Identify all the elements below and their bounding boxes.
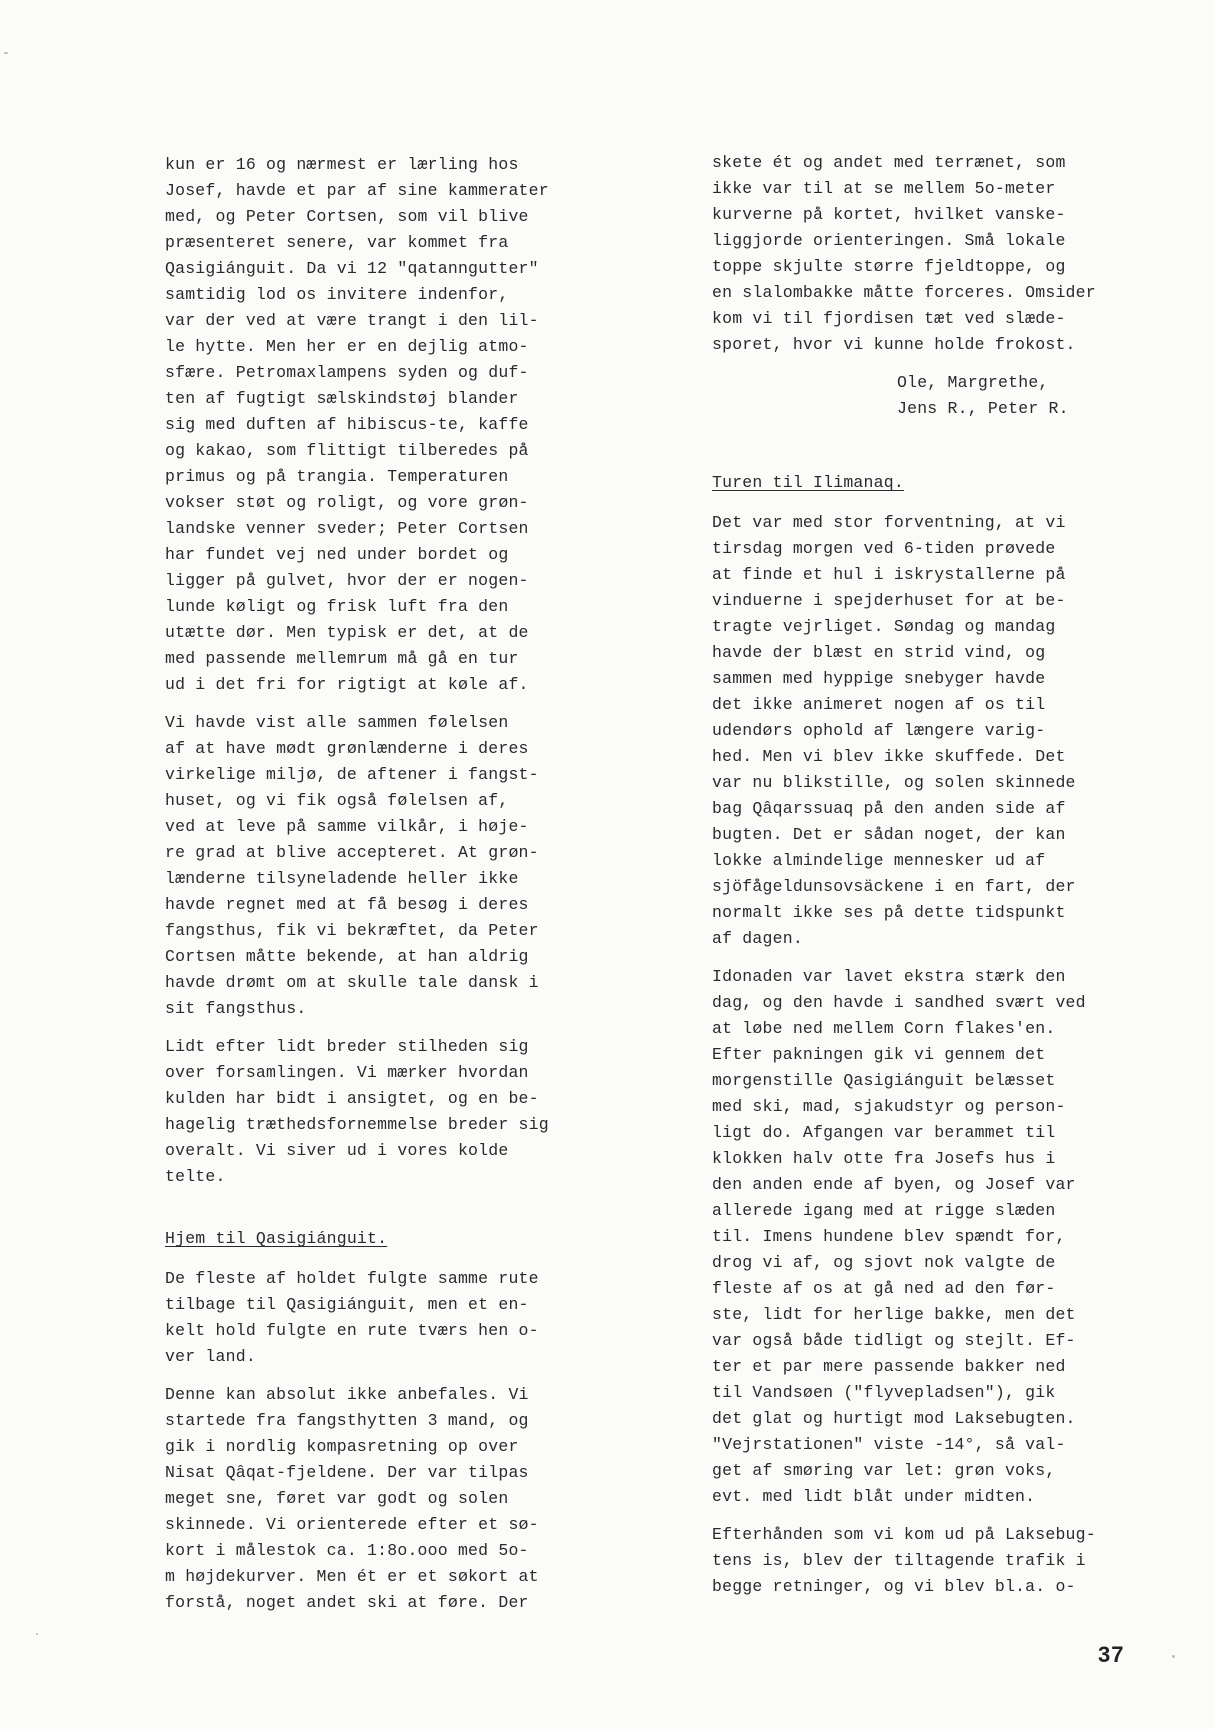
text-line: gik i nordlig kompasretning op over (165, 1437, 519, 1456)
text-line: sammen med hyppige snebyger havde (712, 669, 1046, 688)
text-line: get af smøring var let: grøn voks, (712, 1461, 1056, 1480)
text-line: med passende mellemrum må gå en tur (165, 649, 519, 668)
right-paragraph-1 (712, 150, 1142, 358)
text-line: utætte dør. Men typisk er det, at de (165, 623, 529, 642)
heading-turen-wrap (712, 470, 1142, 496)
text-line: dag, og den havde i sandhed svært ved (712, 993, 1086, 1012)
text-line: med ski, mad, sjakudstyr og person- (712, 1097, 1066, 1116)
text-line: vinduerne i spejderhuset for at be- (712, 591, 1066, 610)
text-line: sig med duften af hibiscus-te, kaffe (165, 415, 529, 434)
text-line: sit fangsthus. (165, 999, 307, 1018)
text-line: udendørs ophold af længere varig- (712, 721, 1046, 740)
text-line: huset, og vi fik også følelsen af, (165, 791, 509, 810)
text-line: Idonaden var lavet ekstra stærk den (712, 967, 1066, 986)
text-line: morgenstille Qasigiánguit belæsset (712, 1071, 1056, 1090)
left-paragraph-5 (165, 1382, 585, 1616)
text-line: Jens R., Peter R. (897, 399, 1069, 418)
right-paragraph-3 (712, 964, 1142, 1510)
text-line: over forsamlingen. Vi mærker hvordan (165, 1063, 529, 1082)
text-line: Efterhånden som vi kom ud på Laksebug- (712, 1525, 1096, 1544)
text-line: toppe skjulte større fjeldtoppe, og (712, 257, 1066, 276)
text-line: fleste af os at gå ned ad den før- (712, 1279, 1056, 1298)
text-line: tens is, blev der tiltagende trafik i (712, 1551, 1086, 1570)
right-paragraph-4 (712, 1522, 1142, 1600)
text-line: kun er 16 og nærmest er lærling hos (165, 155, 519, 174)
text-line: af dagen. (712, 929, 803, 948)
text-line: vokser støt og roligt, og vore grøn- (165, 493, 529, 512)
text-line: ste, lidt for herlige bakke, men det (712, 1305, 1076, 1324)
text-line: ligger på gulvet, hvor der er nogen- (165, 571, 529, 590)
text-line: normalt ikke ses på dette tidspunkt (712, 903, 1066, 922)
text-line: hed. Men vi blev ikke skuffede. Det (712, 747, 1066, 766)
text-line: kom vi til fjordisen tæt ved slæde- (712, 309, 1066, 328)
text-line: havde regnet med at få besøg i deres (165, 895, 529, 914)
text-line: ver land. (165, 1347, 256, 1366)
text-line: startede fra fangsthytten 3 mand, og (165, 1411, 529, 1430)
text-line: evt. med lidt blåt under midten. (712, 1487, 1036, 1506)
text-line: det ikke animeret nogen af os til (712, 695, 1046, 714)
text-line: virkelige miljø, de aftener i fangst- (165, 765, 539, 784)
text-line: var der ved at være trangt i den lil- (165, 311, 539, 330)
left-paragraph-1 (165, 152, 585, 698)
text-line: tilbage til Qasigiánguit, men et en- (165, 1295, 529, 1314)
text-line: drog vi af, og sjovt nok valgte de (712, 1253, 1056, 1272)
text-line: Nisat Qâqat-fjeldene. Der var tilpas (165, 1463, 529, 1482)
text-line: samtidig lod os invitere indenfor, (165, 285, 509, 304)
text-line: m højdekurver. Men ét er et søkort at (165, 1567, 539, 1586)
text-line: landske venner sveder; Peter Cortsen (165, 519, 529, 538)
scan-speck (4, 52, 8, 54)
text-line: sfære. Petromaxlampens syden og duf- (165, 363, 529, 382)
text-line: kulden har bidt i ansigtet, og en be- (165, 1089, 539, 1108)
text-line: sjöfågeldunsovsäckene i en fart, der (712, 877, 1076, 896)
text-line: bugten. Det er sådan noget, der kan (712, 825, 1066, 844)
text-line: tragte vejrliget. Søndag og mandag (712, 617, 1056, 636)
text-line: en slalombakke måtte forceres. Omsider (712, 283, 1096, 302)
text-line: klokken halv otte fra Josefs hus i (712, 1149, 1056, 1168)
text-line: at løbe ned mellem Corn flakes'en. (712, 1019, 1056, 1038)
text-line: begge retninger, og vi blev bl.a. o- (712, 1577, 1076, 1596)
text-line: Ole, Margrethe, (897, 373, 1049, 392)
left-paragraph-2 (165, 710, 585, 1022)
text-line: havde der blæst en strid vind, og (712, 643, 1046, 662)
text-line: Vi havde vist alle sammen følelsen (165, 713, 509, 732)
text-line: ved at leve på samme vilkår, i høje- (165, 817, 529, 836)
text-line: meget sne, føret var godt og solen (165, 1489, 509, 1508)
text-line: hagelig træthedsfornemmelse breder sig (165, 1115, 549, 1134)
text-line: "Vejrstationen" viste -14°, så val- (712, 1435, 1066, 1454)
text-line: den anden ende af byen, og Josef var (712, 1175, 1076, 1194)
text-line: lokke almindelige mennesker ud af (712, 851, 1046, 870)
text-line: lænderne tilsyneladende heller ikke (165, 869, 519, 888)
left-paragraph-3 (165, 1034, 585, 1190)
scan-speck (1172, 1655, 1175, 1658)
text-line: Josef, havde et par af sine kammerater (165, 181, 549, 200)
section-heading-turen: Turen til Ilimanaq. (712, 473, 904, 492)
text-line: primus og på trangia. Temperaturen (165, 467, 509, 486)
text-line: det glat og hurtigt mod Laksebugten. (712, 1409, 1076, 1428)
text-line: Efter pakningen gik vi gennem det (712, 1045, 1046, 1064)
text-line: med, og Peter Cortsen, som vil blive (165, 207, 529, 226)
text-line: Cortsen måtte bekende, at han aldrig (165, 947, 529, 966)
text-line: skete ét og andet med terrænet, som (712, 153, 1066, 172)
right-column (712, 150, 1142, 1612)
text-line: kort i målestok ca. 1:8o.ooo med 5o- (165, 1541, 529, 1560)
text-line: ud i det fri for rigtigt at køle af. (165, 675, 529, 694)
text-line: af at have mødt grønlænderne i deres (165, 739, 529, 758)
text-line: tirsdag morgen ved 6-tiden prøvede (712, 539, 1056, 558)
text-line: lunde køligt og frisk luft fra den (165, 597, 509, 616)
text-line: liggjorde orienteringen. Små lokale (712, 231, 1066, 250)
text-line: Qasigiánguit. Da vi 12 "qatanngutter" (165, 259, 539, 278)
text-line: re grad at blive accepteret. At grøn- (165, 843, 539, 862)
text-line: Det var med stor forventning, at vi (712, 513, 1066, 532)
text-line: var nu blikstille, og solen skinnede (712, 773, 1076, 792)
text-line: telte. (165, 1167, 226, 1186)
left-paragraph-4 (165, 1266, 585, 1370)
text-line: præsenteret senere, var kommet fra (165, 233, 509, 252)
text-line: De fleste af holdet fulgte samme rute (165, 1269, 539, 1288)
text-line: kurverne på kortet, hvilket vanske- (712, 205, 1066, 224)
section-heading-hjem: Hjem til Qasigiánguit. (165, 1229, 388, 1248)
text-line: forstå, noget andet ski at føre. Der (165, 1593, 529, 1612)
right-paragraph-2 (712, 510, 1142, 952)
text-line: ten af fugtigt sælskindstøj blander (165, 389, 519, 408)
text-line: at finde et hul i iskrystallerne på (712, 565, 1066, 584)
text-line: skinnede. Vi orienterede efter et sø- (165, 1515, 539, 1534)
text-line: allerede igang med at rigge slæden (712, 1201, 1056, 1220)
text-line: havde drømt om at skulle tale dansk i (165, 973, 539, 992)
heading-hjem-wrap (165, 1226, 585, 1252)
text-line: ligt do. Afgangen var berammet til (712, 1123, 1056, 1142)
text-line: Denne kan absolut ikke anbefales. Vi (165, 1385, 529, 1404)
text-line: le hytte. Men her er en dejlig atmo- (165, 337, 529, 356)
page-number: 37 (1098, 1642, 1125, 1667)
text-line: og kakao, som flittigt tilberedes på (165, 441, 529, 460)
text-line: til Vandsøen ("flyvepladsen"), gik (712, 1383, 1056, 1402)
text-line: Lidt efter lidt breder stilheden sig (165, 1037, 529, 1056)
text-line: var også både tidligt og stejlt. Ef- (712, 1331, 1076, 1350)
scan-speck (36, 1633, 38, 1635)
text-line: fangsthus, fik vi bekræftet, da Peter (165, 921, 539, 940)
author-signature (897, 370, 1142, 422)
text-line: ikke var til at se mellem 5o-meter (712, 179, 1056, 198)
text-line: bag Qâqarssuaq på den anden side af (712, 799, 1066, 818)
text-line: har fundet vej ned under bordet og (165, 545, 509, 564)
left-column (165, 152, 585, 1628)
text-line: til. Imens hundene blev spændt for, (712, 1227, 1066, 1246)
text-line: overalt. Vi siver ud i vores kolde (165, 1141, 509, 1160)
text-line: kelt hold fulgte en rute tværs hen o- (165, 1321, 539, 1340)
text-line: sporet, hvor vi kunne holde frokost. (712, 335, 1076, 354)
text-line: ter et par mere passende bakker ned (712, 1357, 1066, 1376)
